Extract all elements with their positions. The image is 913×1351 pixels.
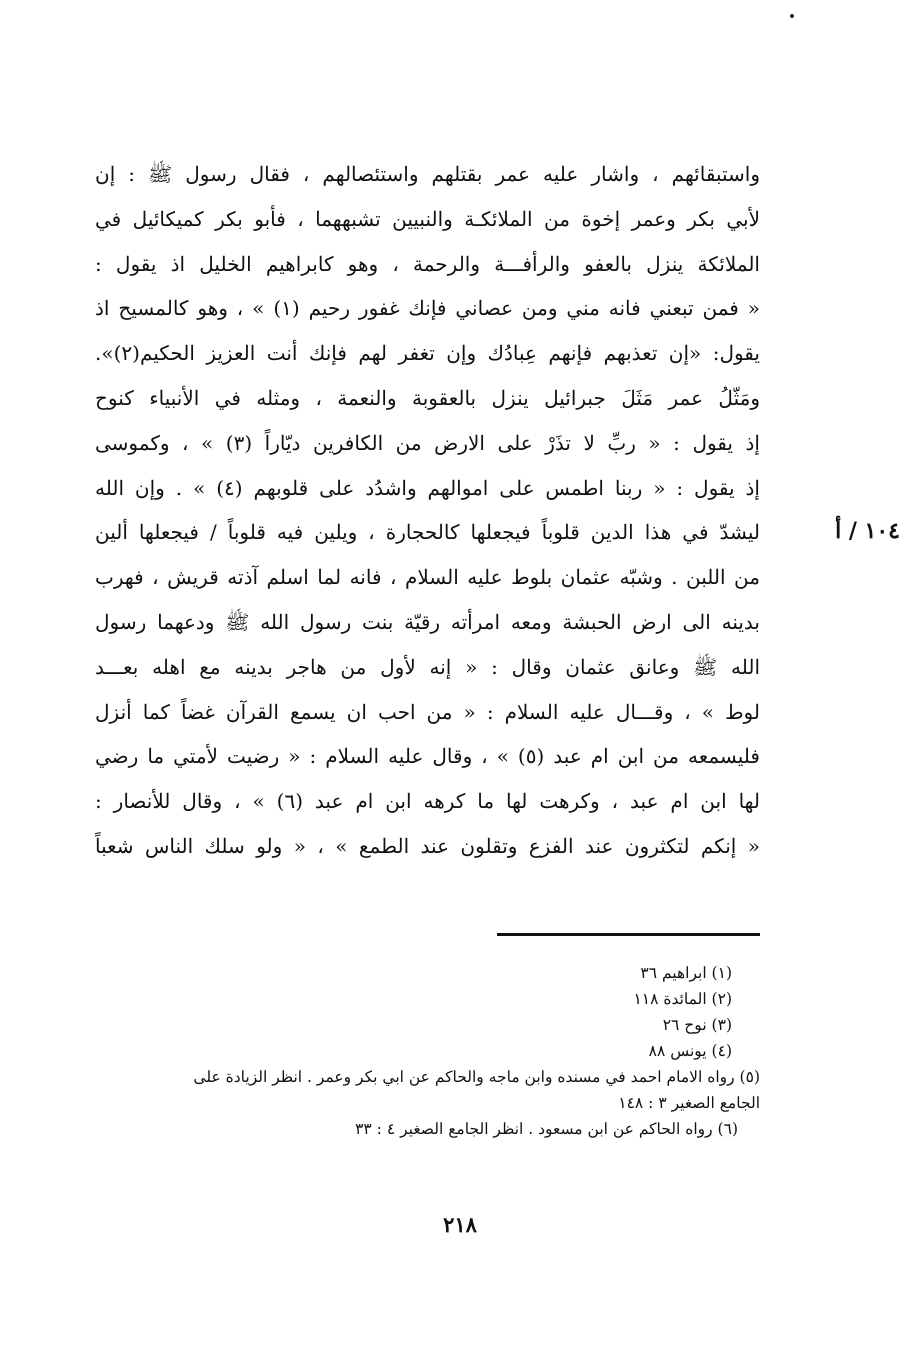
text-line: الملائكة ينزل بالعفو والرأفـــة والرحمة ، وهو كابراهيم الخليل اذ يقول : — [95, 251, 760, 276]
text-line: « إنكم لتكثرون عند الفزع وتقلون عند الطمع » ، « ولو سلك الناس شعباً — [95, 833, 760, 858]
text-line: من اللبن . وشبّه عثمان بلوط عليه السلام ، فانه لما اسلم آذته قريش ، فهرب — [95, 565, 760, 590]
text-line: ليشدّ في هذا الدين قلوباً فيجعلها كالحجارة ، ويلين فيه قلوباً / فيجعلها ألين — [95, 520, 760, 545]
text-line: « فمن تبعني فانه مني ومن عصاني فإنك غفور رحيم (١) » ، وهو كالمسيح اذ — [95, 296, 760, 321]
text-line: واستبقائهم ، واشار عليه عمر بقتلهم واستئصالهم ، فقال رسول ﷺ : إن — [95, 162, 760, 186]
text-line: ومَثّلُ عمر مَثَلَ جبرائيل ينزل بالعقوبة والنعمة ، ومثله في الأنبياء كنوح — [95, 385, 760, 410]
text-line: لوط » ، وقـــال عليه السلام : « من احب ان يسمع القرآن غضاً كما أنزل — [95, 699, 760, 724]
footnotes — [95, 960, 760, 1142]
footnote: (١) ابراهيم ٣٦ — [640, 964, 732, 982]
ink-speck — [790, 14, 794, 18]
text-line: الله ﷺ وعانق عثمان وقال : « إنه لأول من هاجر بدينه مع اهله بعـــد — [95, 654, 760, 679]
footnote: (٤) يونس ٨٨ — [648, 1042, 732, 1060]
footnote: (٦) رواه الحاكم عن ابن مسعود . انظر الجامع الصغير ٤ : ٣٣ — [355, 1120, 738, 1138]
page-number: ٢١٨ — [443, 1212, 477, 1237]
text-line: لأبي بكر وعمر إخوة من الملائكـة والنبيين تشبههما ، فأبو بكر كميكائيل في — [95, 206, 760, 231]
main-text — [95, 152, 760, 869]
footnote: (٥) رواه الامام احمد في مسنده وابن ماجه والحاكم عن ابي بكر وعمر . انظر الزيادة على — [193, 1068, 760, 1086]
footnote-continuation: الجامع الصغير ٣ : ١٤٨ — [618, 1094, 760, 1112]
text-line: إذ يقول : « ربِّ لا تذَرْ على الارض من الكافرين ديّاراً (٣) » ، وكموسى — [95, 430, 760, 455]
footnote: (٣) نوح ٢٦ — [662, 1016, 732, 1034]
text-line: لها ابن ام عبد ، وكرهت لها ما كرهه ابن ام عبد (٦) » ، وقال للأنصار : — [95, 789, 760, 814]
text-line: إذ يقول : « ربنا اطمس على اموالهم واشدُد على قلوبهم (٤) » . وإن الله — [95, 475, 760, 500]
text-line: يقول: «إن تعذبهم فإنهم عِبادُك وإن تغفر لهم فإنك أنت العزيز الحكيم(٢)». — [95, 341, 760, 366]
footnote-separator — [497, 933, 760, 936]
manuscript-folio-marker: ١٠٤ / أ — [835, 518, 900, 544]
text-line: فليسمعه من ابن ام عبد (٥) » ، وقال عليه السلام : « رضيت لأمتي ما رضي — [95, 744, 760, 769]
text-line: بدينه الى ارض الحبشة ومعه امرأته رقيّة بنت رسول الله ﷺ ودعهما رسول — [95, 609, 760, 634]
footnote: (٢) المائدة ١١٨ — [633, 990, 732, 1008]
